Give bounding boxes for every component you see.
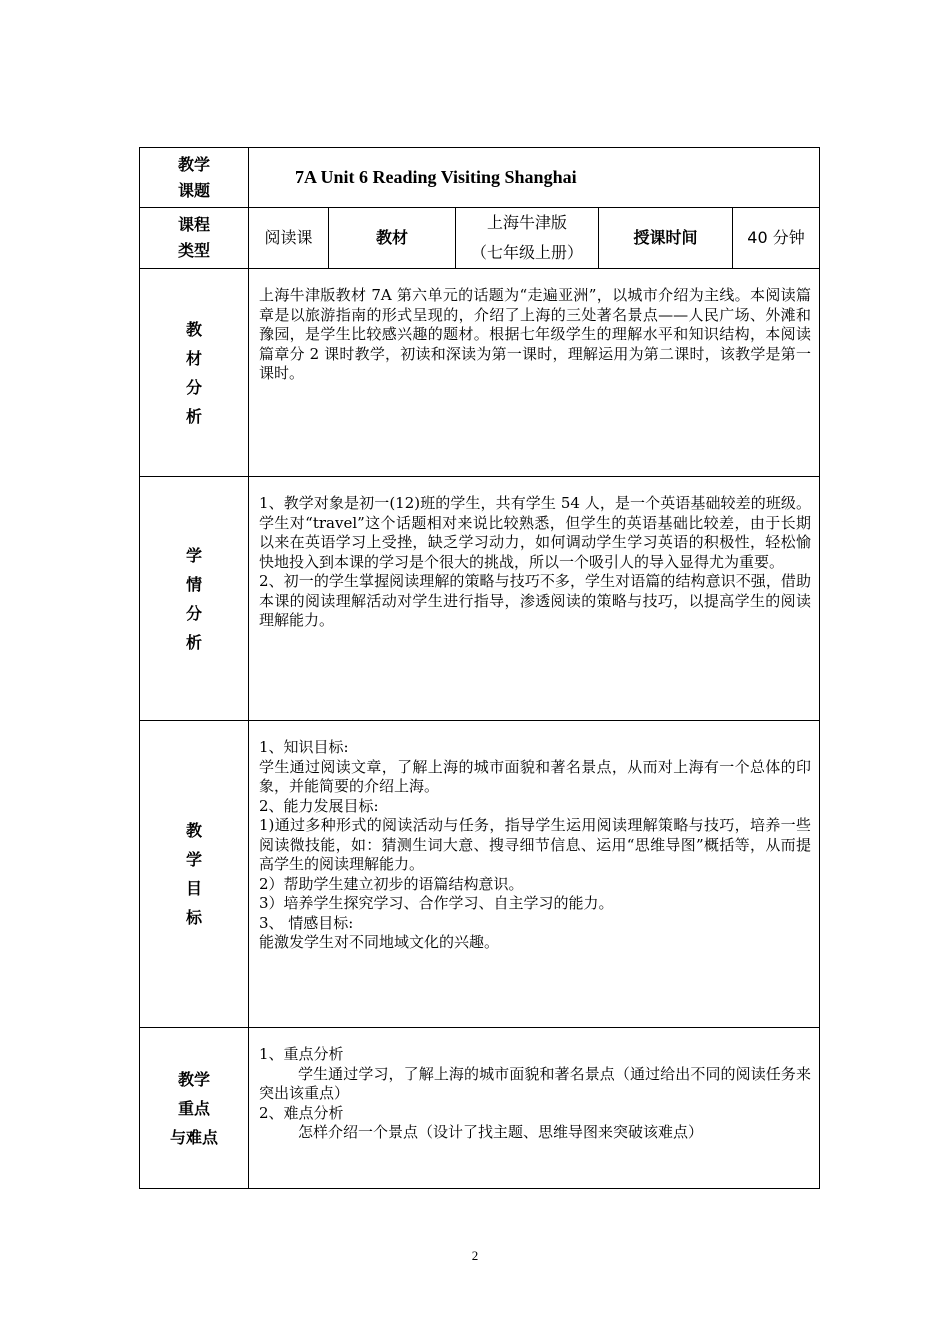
material-analysis-content <box>249 269 820 477</box>
paragraph: 能激发学生对不同地域文化的兴趣。 <box>259 933 500 951</box>
paragraph: 1、知识目标: <box>259 738 349 756</box>
paragraph: 2、能力发展目标: <box>259 796 379 815</box>
objectives-label: 教 学 目 标 <box>140 721 249 1028</box>
paragraph: 3）培养学生探究学习、合作学习、自主学习的能力。 <box>259 894 614 912</box>
paragraph: 上海牛津版教材 7A 第六单元的话题为“走遍亚洲”，以城市介绍为主线。本阅读篇章是以旅游指南的形式呈现的，介绍了上海的三处著名景点——人民广场、外滩和豫园，是学生比较感兴趣的题材。根据七年级学生的理解水平和知识结构，本阅读篇章分 2 课时教学，初读和深读为第一课时，理解运用为第二课时，该教学是第一课时。 <box>259 286 811 382</box>
material-analysis-label: 教 材 分 析 <box>140 269 249 477</box>
paragraph: 2、初一的学生掌握阅读理解的策略与技巧不多，学生对语篇的结构意识不强，借助本课的阅读理解活动对学生进行指导，渗透阅读的策略与技巧，以提高学生的阅读理解能力。 <box>259 572 811 629</box>
time-label: 授课时间 <box>599 208 733 269</box>
objectives-row <box>140 721 820 1028</box>
textbook-value: 上海牛津版 （七年级上册） <box>456 208 599 269</box>
topic-label: 教学 课题 <box>140 148 249 208</box>
lesson-plan-table <box>139 147 820 1189</box>
lesson-title: 7A Unit 6 Reading Visiting Shanghai <box>249 148 820 208</box>
paragraph: 3、 情感目标: <box>259 913 354 932</box>
time-value: 40 分钟 <box>733 208 820 269</box>
paragraph: 2、难点分析 <box>259 1103 344 1122</box>
paragraph: 怎样介绍一个景点（设计了找主题、思维导图来突破该难点） <box>298 1123 704 1141</box>
header-row <box>140 148 820 208</box>
student-analysis-row <box>140 477 820 721</box>
course-type-value: 阅读课 <box>249 208 329 269</box>
key-points-label: 教学 重点 与难点 <box>140 1028 249 1189</box>
info-row <box>140 208 820 269</box>
course-type-label: 课程 类型 <box>140 208 249 269</box>
page-number: 2 <box>471 1248 479 1263</box>
paragraph: 1)通过多种形式的阅读活动与任务，指导学生运用阅读理解策略与技巧，培养一些阅读微技能，如：猜测生词大意、搜寻细节信息、运用“思维导图”概括等，从而提高学生的阅读理解能力。 <box>259 816 811 873</box>
paragraph: 2）帮助学生建立初步的语篇结构意识。 <box>259 874 524 893</box>
paragraph: 学生通过阅读文章，了解上海的城市面貌和著名景点，从而对上海有一个总体的印象，并能简要的介绍上海。 <box>259 757 811 795</box>
textbook-label: 教材 <box>329 208 456 269</box>
paragraph: 1、教学对象是初一(12)班的学生，共有学生 54 人，是一个英语基础较差的班级。学生对“travel”这个话题相对来说比较熟悉，但学生的英语基础比较差，由于长期以来在英语学习上受挫，缺乏学习动力，如何调动学生学习英语的积极性，轻松愉快地投入到本课的学习是个很大的挑战，所以一个吸引人的导入显得尤为重要。 <box>259 494 811 571</box>
material-analysis-row <box>140 269 820 477</box>
key-points-content <box>249 1028 820 1189</box>
student-analysis-content <box>249 477 820 721</box>
paragraph: 学生通过学习，了解上海的城市面貌和著名景点（通过给出不同的阅读任务来突出该重点） <box>259 1064 811 1102</box>
key-points-row <box>140 1028 820 1189</box>
paragraph: 1、重点分析 <box>259 1045 344 1063</box>
objectives-content <box>249 721 820 1028</box>
student-analysis-label: 学 情 分 析 <box>140 477 249 721</box>
